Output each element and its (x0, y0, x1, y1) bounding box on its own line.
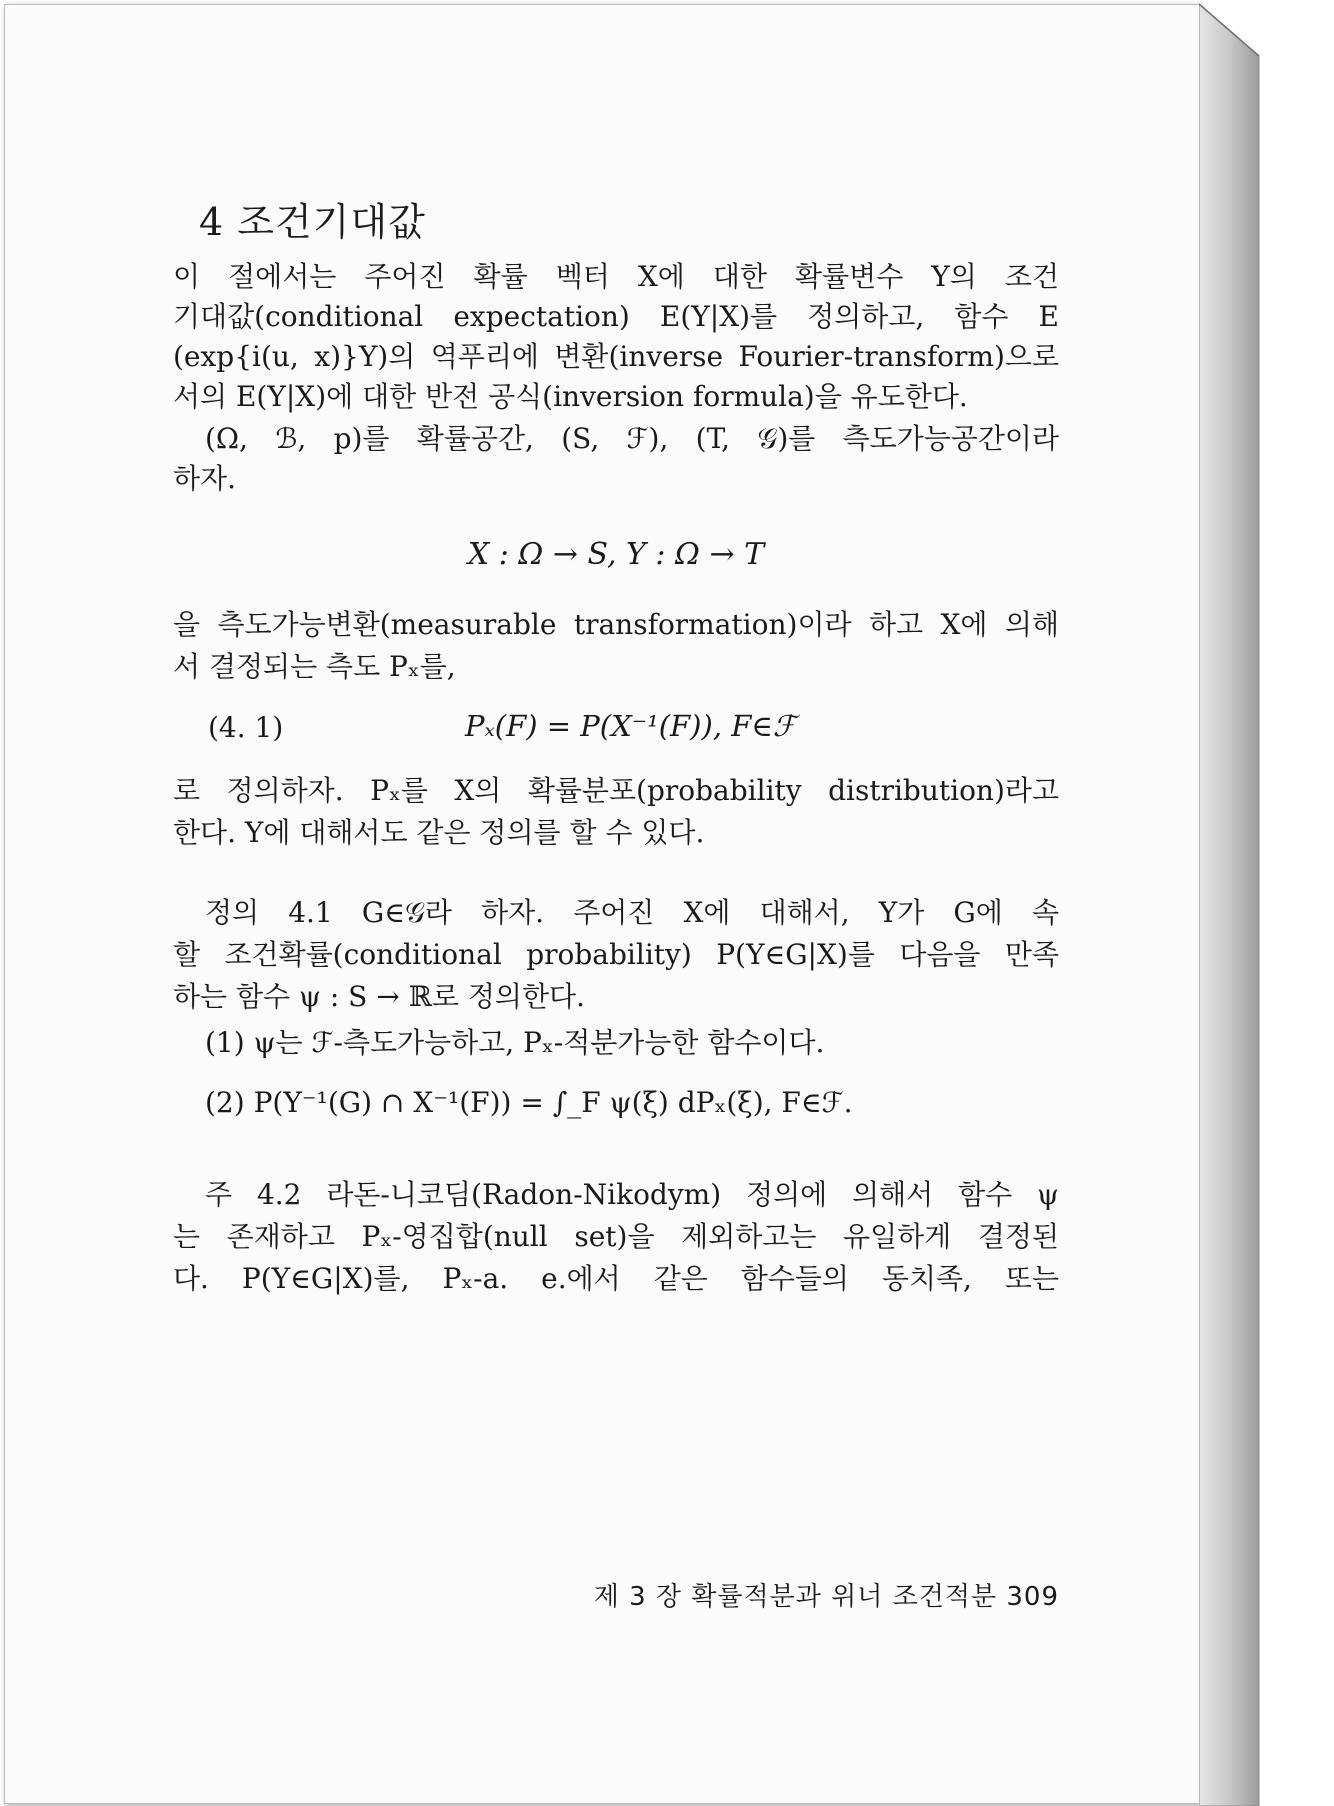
page (4, 4, 1200, 1804)
remark-line-2: 는 존재하고 Pₓ-영집합(null set)을 제외하고는 유일하게 결정된 (173, 1220, 1059, 1253)
paragraph-1-line-2: 기대값(conditional expectation) E(Y|X)를 정의하고, 함수 E (173, 300, 1059, 333)
definition-line-1: 정의 4.1 G∈𝒢라 하자. 주어진 X에 대해서, Y가 G에 속 (205, 896, 1059, 929)
remark-line-3: 다. P(Y∈G|X)를, Pₓ-a. e.에서 같은 함수들의 동치족, 또는 (173, 1262, 1059, 1295)
book-spine-edge (1199, 0, 1334, 1806)
paragraph-3-line-1: 을 측도가능변환(measurable transformation)이라 하고 X에 의해 (173, 608, 1059, 641)
paragraph-1-line-3: (exp{i(u, x)}Y)의 역푸리에 변환(inverse Fourier-transform)으로 (173, 340, 1059, 373)
condition-2: (2) P(Y⁻¹(G) ∩ X⁻¹(F)) = ∫_F ψ(ξ) dPₓ(ξ), F∈ℱ. (205, 1086, 853, 1119)
definition-line-2: 할 조건확률(conditional probability) P(Y∈G|X)를 다음을 만족 (173, 938, 1059, 971)
equation-number: (4. 1) (208, 711, 284, 744)
display-map-equation: X : Ω → S, Y : Ω → T (467, 537, 765, 572)
paragraph-1-line-4: 서의 E(Y|X)에 대한 반전 공식(inversion formula)을 유도한다. (173, 380, 968, 413)
paragraph-2-line-2: 하자. (173, 462, 236, 495)
page-content (5, 5, 1199, 1803)
section-title: 4 조건기대값 (199, 200, 426, 244)
paragraph-4-line-2: 한다. Y에 대해서도 같은 정의를 할 수 있다. (173, 816, 705, 849)
paragraph-2-line-1: (Ω, ℬ, p)를 확률공간, (S, ℱ), (T, 𝒢)를 측도가능공간이라 (205, 422, 1059, 455)
page-footer: 제 3 장 확률적분과 위너 조건적분 309 (593, 1582, 1059, 1612)
condition-1: (1) ψ는 ℱ-측도가능하고, Pₓ-적분가능한 함수이다. (205, 1026, 825, 1059)
paragraph-1-line-1: 이 절에서는 주어진 확률 벡터 X에 대한 확률변수 Y의 조건 (173, 260, 1059, 293)
paragraph-4-line-1: 로 정의하자. Pₓ를 X의 확률분포(probability distribution)라고 (173, 774, 1059, 807)
equation-4-1: Pₓ(F) = P(X⁻¹(F)), F∈ℱ (465, 709, 796, 743)
remark-line-1: 주 4.2 라돈-니코딤(Radon-Nikodym) 정의에 의해서 함수 ψ (205, 1178, 1059, 1211)
definition-line-3: 하는 함수 ψ : S → ℝ로 정의한다. (173, 980, 585, 1013)
paragraph-3-line-2: 서 결정되는 측도 Pₓ를, (173, 650, 456, 683)
